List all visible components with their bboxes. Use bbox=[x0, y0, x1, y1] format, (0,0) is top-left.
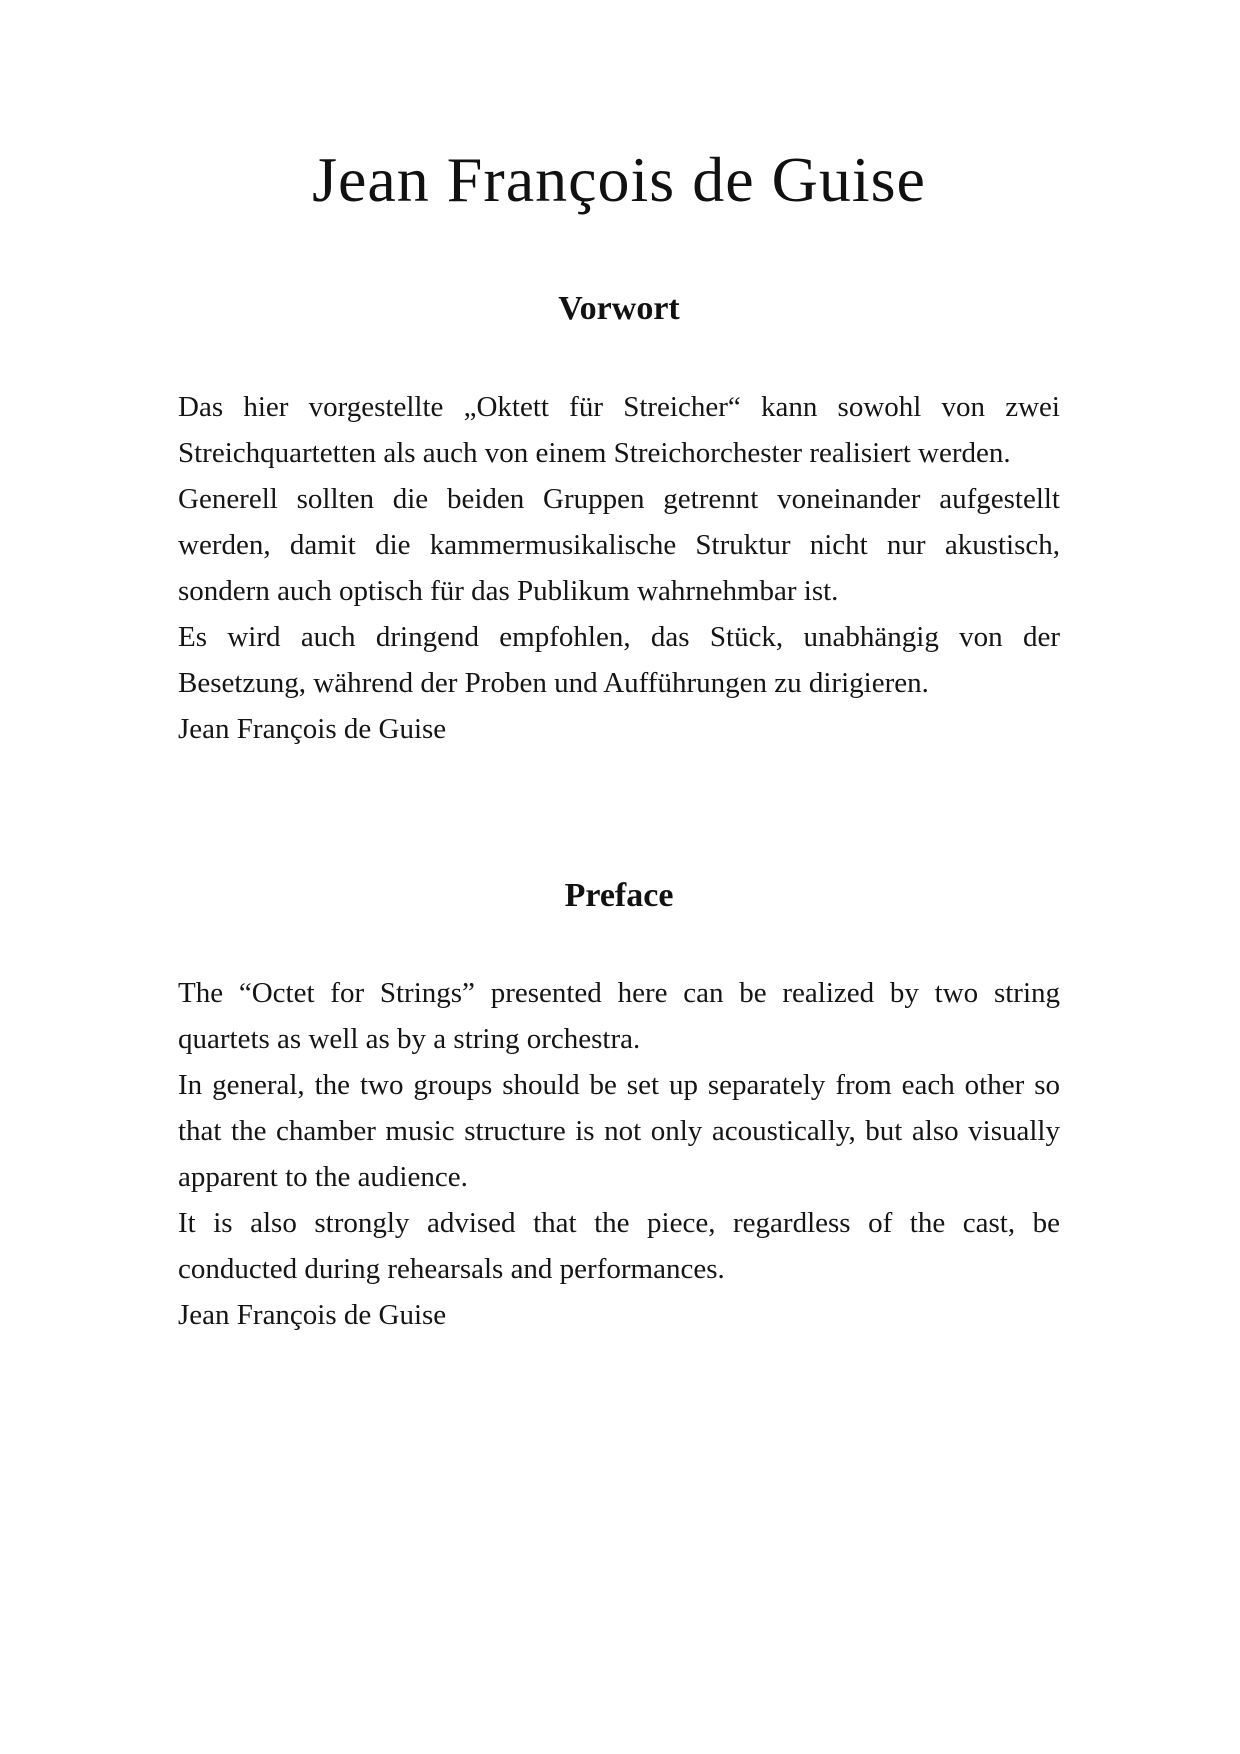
paragraph: It is also strongly advised that the piece, regardless of the cast, be conducted during rehearsals and performances. bbox=[178, 1207, 1060, 1286]
paragraph: Generell sollten die beiden Gruppen getrennt voneinander aufgestellt werden, damit die kammermusikalische Struktur nicht nur akustisch, sondern auch optisch für das Publikum wahrnehmbar ist. bbox=[178, 482, 1060, 607]
paragraph: Das hier vorgestellte „Oktett für Streicher“ kann sowohl von zwei Streichquartetten als auch von einem Streichorchester realisiert werden. bbox=[178, 390, 1060, 469]
author-signature: Jean François de Guise bbox=[178, 1299, 447, 1332]
section-body-preface bbox=[178, 970, 1060, 1338]
paragraph: The “Octet for Strings” presented here can be realized by two string quartets as well as by a string orchestra. bbox=[178, 977, 1060, 1056]
paragraph: Es wird auch dringend empfohlen, das Stück, unabhängig von der Besetzung, während der Proben und Aufführungen zu dirigieren. bbox=[178, 620, 1060, 699]
paragraph: In general, the two groups should be set up separately from each other so that the chamber music structure is not only acoustically, but also visually apparent to the audience. bbox=[178, 1069, 1060, 1194]
author-signature: Jean François de Guise bbox=[178, 712, 447, 745]
section-body-vorwort bbox=[178, 384, 1060, 752]
document-title: Jean François de Guise bbox=[312, 144, 926, 215]
section-heading-vorwort: Vorwort bbox=[558, 289, 680, 327]
section-heading-preface: Preface bbox=[564, 876, 674, 914]
